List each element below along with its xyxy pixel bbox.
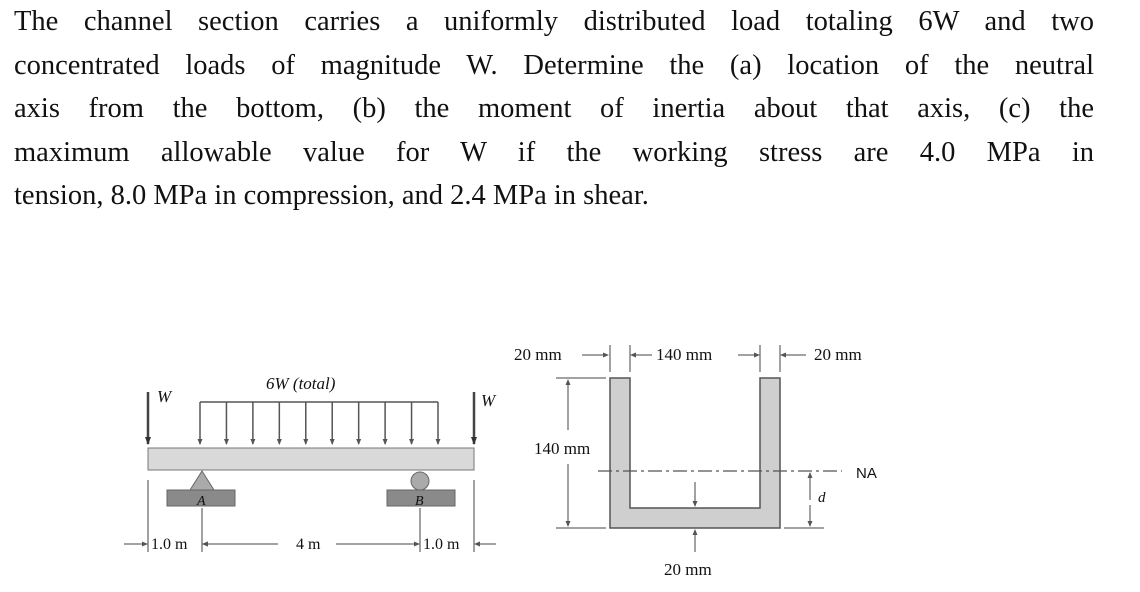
problem-line-1: The channel section carries a uniformly distributed load totaling 6W and two: [14, 6, 1094, 37]
left-load-label: W: [157, 387, 172, 406]
support-b-label: B: [415, 494, 424, 509]
right-load-label: W: [481, 391, 496, 410]
channel-section-diagram: [514, 345, 877, 579]
problem-line-5: tension, 8.0 MPa in compression, and 2.4 MPa in shear.: [14, 180, 649, 211]
support-a-label: A: [197, 494, 206, 509]
dim-middle-label: 4 m: [296, 536, 321, 553]
dim-right-label: 1.0 m: [423, 536, 460, 553]
dim-top-middle-label: 140 mm: [656, 345, 713, 364]
distributed-load-arrows: [200, 402, 438, 444]
neutral-axis-label: NA: [856, 465, 877, 482]
dim-bottom-label: 20 mm: [664, 560, 712, 579]
dim-height-label: 140 mm: [534, 439, 591, 458]
dim-top-right-label: 20 mm: [814, 345, 862, 364]
support-b-roller: [411, 472, 429, 490]
problem-line-4: maximum allowable value for W if the working stress are 4.0 MPa in: [14, 136, 1094, 168]
problem-line-2: concentrated loads of magnitude W. Determine the (a) location of the neutral: [14, 49, 1094, 81]
problem-line-3: axis from the bottom, (b) the moment of inertia about that axis, (c) the: [14, 93, 1094, 124]
distributed-load-label: 6W (total): [266, 374, 336, 393]
dim-d-label: d: [818, 490, 826, 506]
support-a-pin: [190, 471, 214, 490]
dim-left-label: 1.0 m: [151, 536, 188, 553]
beam: [148, 448, 474, 470]
dim-top-left-label: 20 mm: [514, 345, 562, 364]
beam-diagram: [124, 374, 497, 553]
